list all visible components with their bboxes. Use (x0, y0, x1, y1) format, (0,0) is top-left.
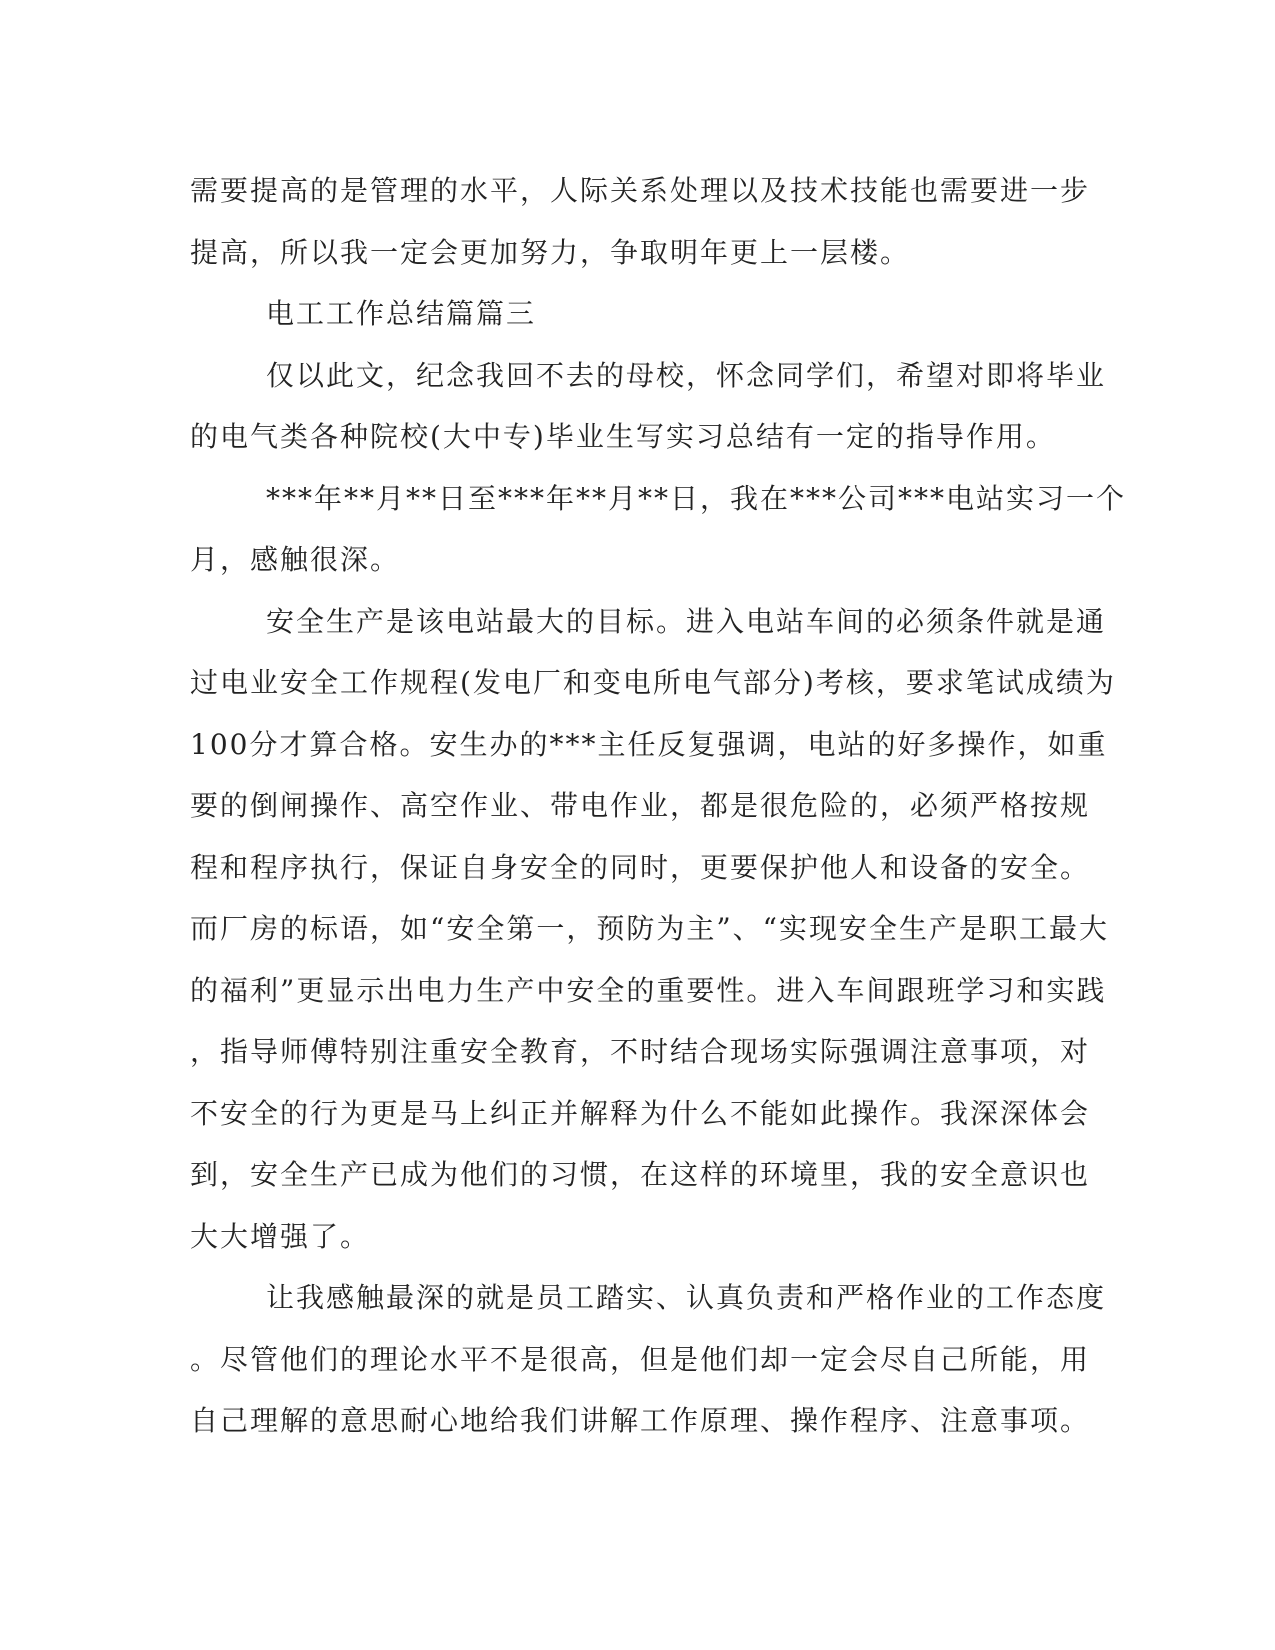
text-line: 仅以此文，纪念我回不去的母校，怀念同学们，希望对即将毕业 (266, 358, 1107, 392)
text-line: 100分才算合格。安生办的***主任反复强调，电站的好多操作，如重 (190, 727, 1108, 761)
text-line: 不安全的行为更是马上纠正并解释为什么不能如此操作。我深深体会 (190, 1096, 1091, 1130)
text-line: 到，安全生产已成为他们的习惯，在这样的环境里，我的安全意识也 (190, 1158, 1091, 1191)
text-line: 而厂房的标语，如“安全第一，预防为主”、“实现安全生产是职工最大 (190, 912, 1109, 945)
text-line: 需要提高的是管理的水平，人际关系处理以及技术技能也需要进一步 (190, 174, 1091, 207)
text-line: ***年**月**日至***年**月**日，我在***公司***电站实习一个 (266, 481, 1127, 515)
text-line: 。尽管他们的理论水平不是很高，但是他们却一定会尽自己所能，用 (190, 1342, 1091, 1376)
text-line: 要的倒闸操作、高空作业、带电作业，都是很危险的，必须严格按规 (190, 789, 1091, 822)
text-line: 的电气类各种院校(大中专)毕业生写实习总结有一定的指导作用。 (190, 420, 1056, 453)
text-line: 月，感触很深。 (190, 543, 401, 576)
text-line: 程和程序执行，保证自身安全的同时，更要保护他人和设备的安全。 (190, 850, 1091, 884)
text-line: 安全生产是该电站最大的目标。进入电站车间的必须条件就是通 (266, 604, 1107, 638)
text-line: 过电业安全工作规程(发电厂和变电所电气部分)考核，要求笔试成绩为 (190, 666, 1116, 699)
text-line: ，指导师傅特别注重安全教育，不时结合现场实际强调注意事项，对 (190, 1035, 1091, 1068)
section-heading: 电工工作总结篇篇三 (266, 297, 537, 330)
text-line: 让我感触最深的就是员工踏实、认真负责和严格作业的工作态度 (266, 1281, 1107, 1314)
text-line: 的福利”更显示出电力生产中安全的重要性。进入车间跟班学习和实践 (190, 973, 1107, 1007)
text-line: 自己理解的意思耐心地给我们讲解工作原理、操作程序、注意事项。 (190, 1404, 1091, 1437)
text-line: 提高，所以我一定会更加努力，争取明年更上一层楼。 (190, 235, 911, 269)
document-body (190, 160, 1127, 1452)
text-line: 大大增强了。 (190, 1219, 371, 1253)
